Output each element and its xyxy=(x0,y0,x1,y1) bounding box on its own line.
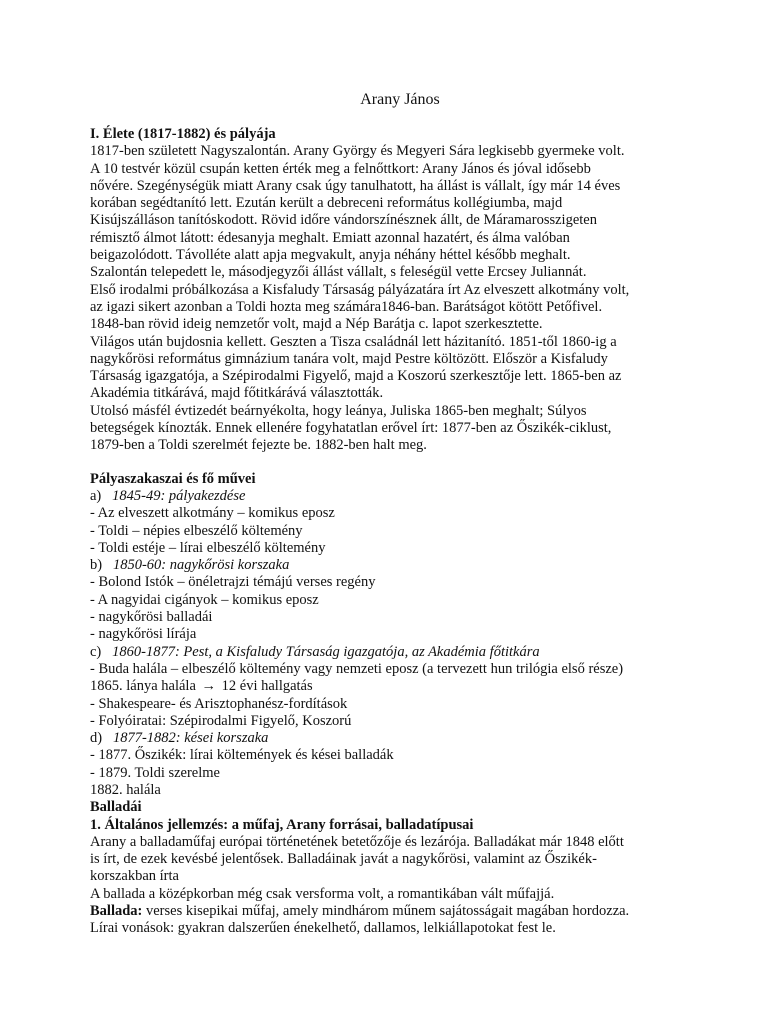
subsection-heading: 1. Általános jellemzés: a műfaj, Arany forrásai, balladatípusai xyxy=(90,816,474,833)
arrow-right-icon: → xyxy=(201,678,217,695)
text-line: korszakban írta xyxy=(90,868,179,885)
text-line: rémisztő álmot látott: édesanyja meghalt. Emiatt azonnal hazatért, és álma valóban xyxy=(90,229,570,246)
text-line: 1848-ban rövid ideig nemzetőr volt, majd a Nép Barátja c. lapot szerkesztette. xyxy=(90,316,543,333)
section-heading: Balladái xyxy=(90,799,142,816)
text-line: az igazi sikert azonban a Toldi hozta meg számára1846-ban. Barátságot kötött Petőfivel. xyxy=(90,298,603,315)
list-item: - Shakespeare- és Arisztophanész-fordítások xyxy=(90,695,348,712)
text-line: Szalontán telepedett le, másodjegyzői állást vállalt, s feleségül vette Ercsey Juliannát. xyxy=(90,264,587,281)
text-line: A ballada a középkorban még csak versforma volt, a romantikában vált műfajjá. xyxy=(90,885,555,902)
text-line: Kisújszálláson tanítóskodott. Rövid időre vándorszínésznek állt, de Máramarosszigeten xyxy=(90,212,597,229)
section-works xyxy=(90,471,710,800)
text-line: Arany a balladaműfaj európai történetének betetőzője és lezárója. Balladákat már 1848 előtt xyxy=(90,833,624,850)
text-line: nővére. Szegénységük miatt Arany csak úgy tanulhatott, ha állást is vállalt, így már 14 éves xyxy=(90,177,621,194)
period-list xyxy=(90,574,710,643)
list-item: - Az elveszett alkotmány – komikus eposz xyxy=(90,505,335,522)
list-item: - Toldi estéje – lírai elbeszélő költemény xyxy=(90,539,326,556)
paragraph-life xyxy=(90,143,710,454)
period-list xyxy=(90,747,710,799)
list-item: - 1879. Toldi szerelme xyxy=(90,764,220,781)
list-item: - A nagyidai cigányok – komikus eposz xyxy=(90,591,319,608)
text-line: Utolsó másfél évtizedét beárnyékolta, hogy leánya, Juliska 1865-ben meghalt; Súlyos xyxy=(90,402,587,419)
section-heading: I. Élete (1817-1882) és pályája xyxy=(90,126,276,142)
list-item: 1882. halála xyxy=(90,781,161,798)
section-life xyxy=(90,126,710,455)
list-item: - Folyóiratai: Szépirodalmi Figyelő, Koszorú xyxy=(90,712,352,729)
text-line: beigazolódott. Távolléte alatt apja megvakult, anyja néhány héttel később meghalt. xyxy=(90,247,571,264)
section-heading: Pályaszakaszai és fő művei xyxy=(90,470,256,487)
list-item: - nagykőrösi balladái xyxy=(90,609,213,626)
text-line: Lírai vonások: gyakran dalszerűen énekelhető, dallamos, lelkiállapotokat fest le. xyxy=(90,920,556,937)
document-page xyxy=(90,90,710,938)
list-item: - nagykőrösi lírája xyxy=(90,626,197,643)
text-line: betegségek kínozták. Ennek ellenére fogyhatatlan erővel írt: 1877-ben az Őszikék-ciklust, xyxy=(90,420,612,437)
section-ballads xyxy=(90,799,710,937)
list-item: - Bolond Istók – önéletrajzi témájú verses regény xyxy=(90,574,376,591)
text-line: is írt, de ezek kevésbé jelentősek. Balladáinak javát a nagykőrösi, valamint az Őszikék- xyxy=(90,851,597,868)
list-item: - Toldi – népies elbeszélő költemény xyxy=(90,522,303,539)
text-line: 1879-ben a Toldi szerelmét fejezte be. 1882-ben halt meg. xyxy=(90,437,427,454)
period-heading: d) 1877-1882: kései korszaka xyxy=(90,730,269,747)
list-item: - 1877. Őszikék: lírai költemények és kései balladák xyxy=(90,747,394,764)
paragraph-ballads xyxy=(90,834,710,903)
text-line: A 10 testvér közül csupán ketten érték meg a felnőttkort: Arany János és jóval idősebb xyxy=(90,160,591,177)
period-heading: a) 1845-49: pályakezdése xyxy=(90,487,246,504)
list-item: - Buda halála – elbeszélő költemény vagy nemzeti eposz (a tervezett hun trilógia első része) xyxy=(90,660,624,677)
period-list xyxy=(90,696,710,731)
text-line: Világos után bujdosnia kellett. Geszten a Tisza családnál lett házitanító. 1851-től 1860-ig a xyxy=(90,333,617,350)
text-line: Akadémia titkárává, majd főtitkárává választották. xyxy=(90,385,384,402)
text-line: 1817-ben született Nagyszalontán. Arany György és Megyeri Sára legkisebb gyermeke volt. xyxy=(90,143,625,160)
text-line: korában segédtanító lett. Ezután került a debreceni református kollégiumba, majd xyxy=(90,195,563,212)
text-line: Társaság igazgatója, a Szépirodalmi Figyelő, majd a Koszorú szerkesztője lett. 1865-ben az xyxy=(90,368,622,385)
note-line: 1865. lánya halála → 12 évi hallgatás xyxy=(90,678,313,695)
period-list xyxy=(90,505,710,557)
period-heading: b) 1850-60: nagykőrösi korszaka xyxy=(90,557,290,574)
period-heading: c) 1860-1877: Pest, a Kisfaludy Társaság igazgatója, az Akadémia főtitkára xyxy=(90,643,540,660)
text-line: nagykőrösi református gimnázium tanára volt, majd Pestre költözött. Először a Kisfaludy xyxy=(90,350,608,367)
page-title: Arany János xyxy=(360,91,440,108)
definition-line: Ballada: verses kisepikai műfaj, amely mindhárom műnem sajátosságait magában hordozza. xyxy=(90,903,630,920)
text-line: Első irodalmi próbálkozása a Kisfaludy Társaság pályázatára írt Az elveszett alkotmány volt, xyxy=(90,281,630,298)
